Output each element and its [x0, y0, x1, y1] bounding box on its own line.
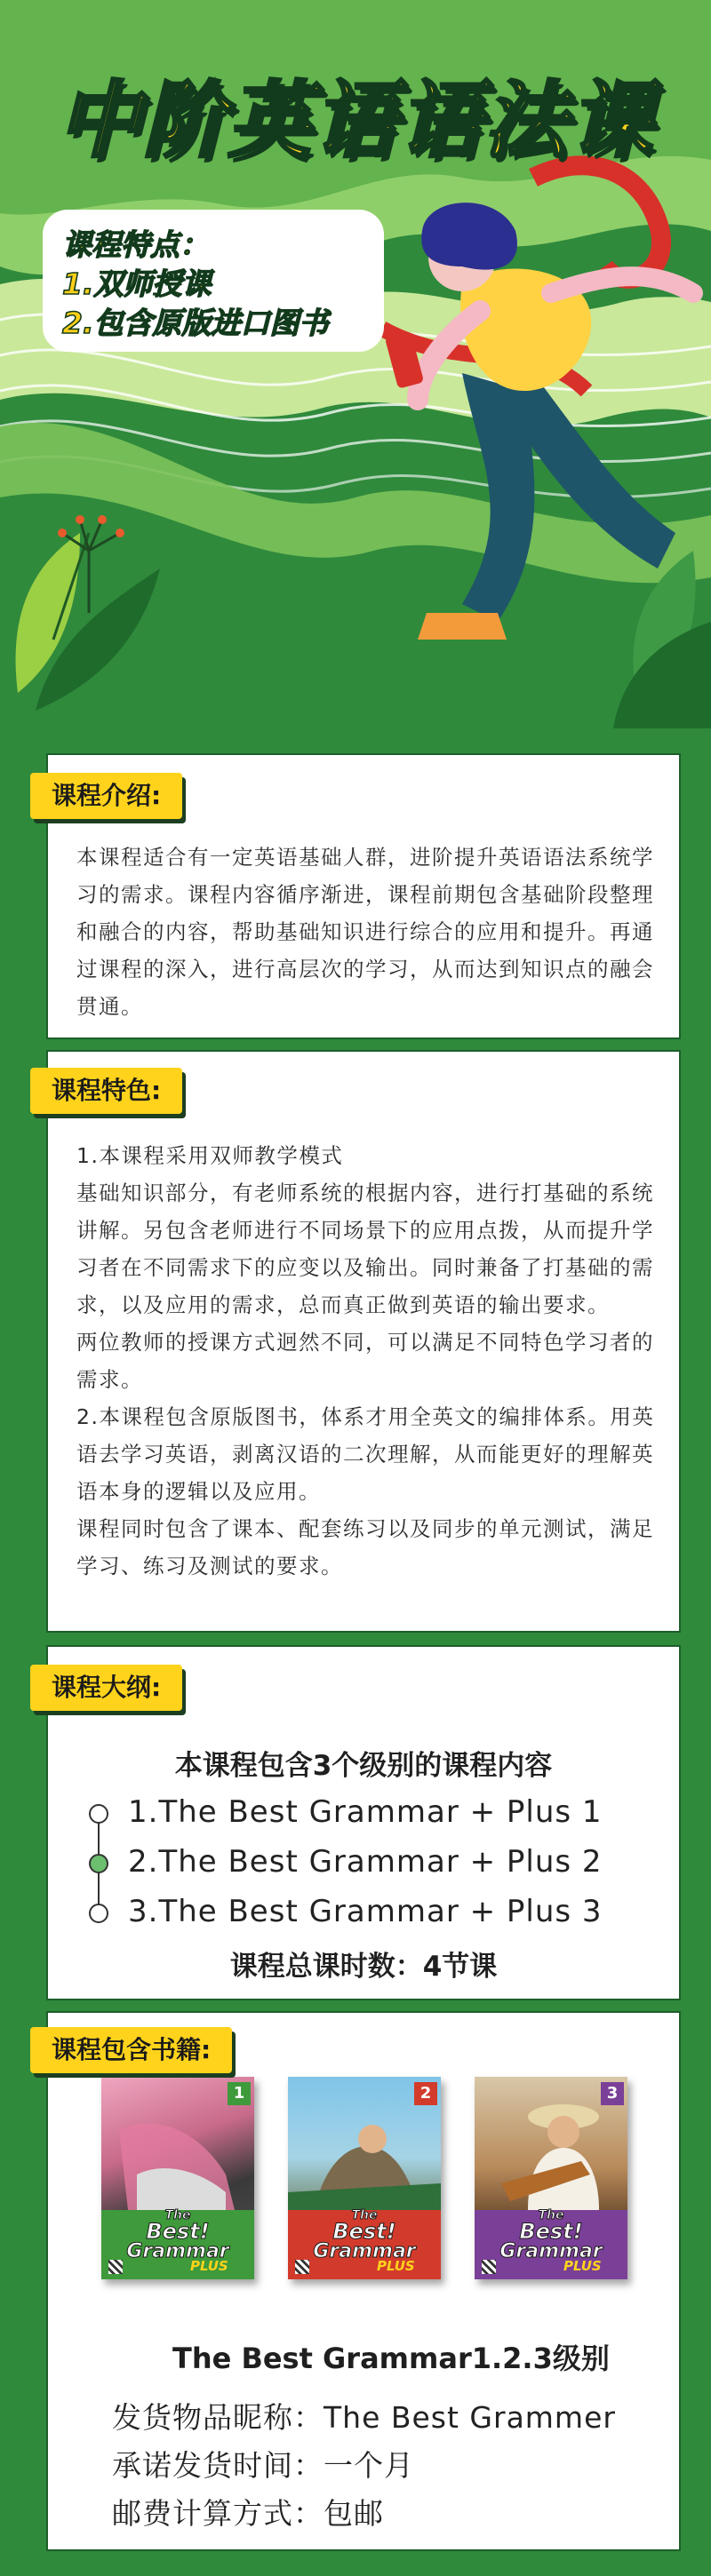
- features-paragraph: 课程同时包含了课本、配套练习以及同步的单元测试，满足学习、练习及测试的要求。: [76, 1516, 654, 1578]
- book-level-badge: 3: [601, 2082, 624, 2105]
- hero-banner: [0, 0, 711, 728]
- book-brand-line: The: [351, 2208, 378, 2222]
- book-plus-label: PLUS: [377, 2258, 415, 2274]
- book-cover-3: [475, 2077, 627, 2279]
- features-paragraph: 1.本课程采用双师教学模式: [76, 1143, 344, 1168]
- book-brand-line: Grammar: [126, 2240, 229, 2262]
- outline-title: 本课程包含3个级别的课程内容: [174, 1750, 553, 1782]
- book-plus-label: PLUS: [563, 2258, 602, 2274]
- features-tag: 课程特色:: [30, 1068, 182, 1114]
- info-shipping-name: 发货物品昵称：The Best Grammer: [112, 2400, 616, 2435]
- outline-dot: [89, 1804, 108, 1824]
- book-level-badge: 2: [414, 2082, 437, 2105]
- book-brand-line: The: [538, 2208, 564, 2222]
- outline-total: 课程总课时数：4节课: [229, 1951, 498, 1983]
- intro-tag: 课程介绍:: [30, 773, 182, 819]
- features-paragraph: 基础知识部分，有老师系统的根据内容，进行打基础的系统讲解。另包含老师进行不同场景下的应用点拨，从而提升学习者在不同需求下的应变以及输出。同时兼备了打基础的需求，以及应用的需求，总而真正做到英语的输出要求。: [76, 1181, 654, 1317]
- outline-tag: 课程大纲:: [30, 1665, 182, 1711]
- feature-heading: 课程特点：: [62, 227, 209, 262]
- book-brand-line: Grammar: [313, 2240, 416, 2262]
- feature-item: 2.包含原版进口图书: [62, 306, 329, 340]
- book-plus-label: PLUS: [190, 2258, 228, 2274]
- outline-dot-active: [89, 1854, 108, 1873]
- outline-item-2: [89, 1839, 658, 1888]
- info-shipping-time: 承诺发货时间：一个月: [112, 2448, 414, 2483]
- hero-title: 中阶英语语法课: [56, 73, 654, 170]
- features-card: [46, 1050, 681, 1633]
- qr-code-icon: [295, 2260, 309, 2274]
- book-brand-line: Best!: [519, 2219, 583, 2244]
- books-tag: 课程包含书籍:: [30, 2027, 232, 2073]
- outline-item-label: 2.The Best Grammar + Plus 2: [128, 1844, 603, 1880]
- feature-item: 1.双师授课: [62, 266, 212, 301]
- qr-code-icon: [482, 2260, 496, 2274]
- outline-dot: [89, 1904, 108, 1923]
- books-card: [46, 2011, 681, 2551]
- intro-text: 本课程适合有一定英语基础人群，进阶提升英语语法系统学习的需求。课程内容循序渐进，课程前期包含基础阶段整理和融合的内容，帮助基础知识进行综合的应用和提升。再通过课程的深入，进行高层次的学习，从而达到知识点的融会贯通。: [76, 845, 654, 1019]
- outline-item-label: 1.The Best Grammar + Plus 1: [128, 1794, 603, 1830]
- features-paragraph: 两位教师的授课方式迥然不同，可以满足不同特色学习者的需求。: [76, 1330, 654, 1392]
- outline-item-1: [89, 1789, 658, 1839]
- book-brand-line: Grammar: [499, 2240, 603, 2262]
- outline-list: [89, 1789, 658, 1940]
- book-level-badge: 1: [228, 2082, 251, 2105]
- books-caption: The Best Grammar1.2.3级别: [172, 2341, 610, 2375]
- outline-item-3: [89, 1888, 658, 1938]
- feature-highlights: [43, 210, 384, 352]
- qr-code-icon: [108, 2260, 123, 2274]
- outline-item-label: 3.The Best Grammar + Plus 3: [128, 1894, 603, 1929]
- features-text: [76, 1137, 658, 1585]
- book-cover-1: [101, 2077, 254, 2279]
- book-cover-2: [288, 2077, 441, 2279]
- book-brand-line: Best!: [332, 2219, 396, 2244]
- info-postage: 邮费计算方式：包邮: [112, 2496, 384, 2531]
- book-brand-line: The: [164, 2208, 191, 2222]
- book-brand-line: Best!: [146, 2219, 210, 2244]
- features-paragraph: 2.本课程包含原版图书，体系才用全英文的编排体系。用英语去学习英语，剥离汉语的二次理解，从而能更好的理解英语本身的逻辑以及应用。: [76, 1404, 655, 1504]
